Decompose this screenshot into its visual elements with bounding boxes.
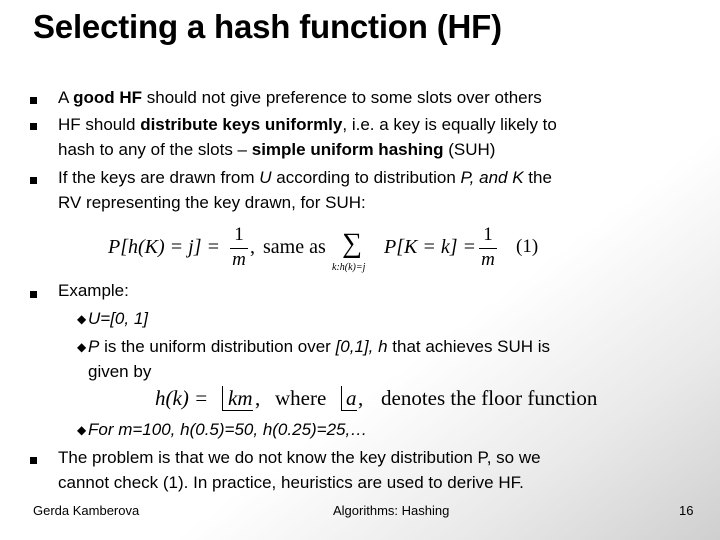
formula-2-comma-1: ,: [255, 386, 261, 410]
footer-author: Gerda Kamberova: [33, 503, 140, 518]
formula-2-lhs: [155, 386, 208, 411]
slide-title: Selecting a hash function (HF): [33, 8, 502, 45]
bullet-3-text-mid: according to distribution: [271, 168, 461, 187]
diamond-bullet-icon: ◆: [77, 340, 87, 354]
floor-content: km: [228, 386, 253, 410]
bullet-1: [58, 86, 542, 110]
bullet-2-text-end: , i.e. a key is equally likely to: [342, 115, 557, 134]
formula-floor: [155, 386, 635, 416]
sub-bullet-3: For m=100, h(0.5)=50, h(0.25)=25,…: [88, 420, 368, 439]
sub-bullet-1: U=[0, 1]: [88, 309, 149, 328]
formula-1-comma: ,: [250, 236, 255, 258]
bullet-1-bold: good HF: [73, 88, 143, 107]
bullet-3-line-1: [58, 166, 552, 190]
bullet-2-cont-bold: simple uniform hashing: [251, 140, 444, 159]
bullet-3-text: If the keys are drawn from: [58, 168, 260, 187]
bullet-2-bold: distribute keys uniformly: [140, 115, 343, 134]
bullet-5-line-2: cannot check (1). In practice, heuristics are used to derive HF.: [58, 473, 524, 492]
footer-course: Algorithms: Hashing: [333, 503, 450, 518]
bullet-1-text-end: should not give preference to some slots over others: [142, 88, 542, 107]
bullet-square-icon: [30, 177, 37, 184]
slide-number: 16: [679, 503, 694, 518]
bullet-5-line-1: The problem is that we do not know the key distribution P, so we: [58, 448, 541, 467]
sub-bullet-2-italic-h: [0,1], h: [335, 337, 388, 356]
bullet-3-text-end: the: [523, 168, 552, 187]
formula-2-comma-2: ,: [358, 386, 364, 410]
bullet-square-icon: [30, 457, 37, 464]
formula-1-numerator: 1: [234, 224, 244, 245]
bullet-square-icon: [30, 123, 37, 130]
bullet-2-line-1: [58, 113, 557, 137]
sub-bullet-2-line-2: given by: [88, 362, 152, 381]
formula-1-same-as: same as: [263, 236, 326, 258]
bullet-4-example: Example:: [58, 281, 129, 300]
bullet-2-cont-end: (SUH): [443, 140, 496, 159]
diamond-bullet-icon: ◆: [77, 312, 87, 326]
floor-km: [222, 386, 253, 411]
sub-bullet-2-text: is the uniform distribution over: [99, 337, 336, 356]
formula-1-rhs-denominator: m: [481, 249, 495, 270]
bullet-2-line-2: [58, 138, 495, 162]
bullet-3-italic-pk: P, and K: [460, 168, 524, 187]
bullet-2-text: HF should: [58, 115, 141, 134]
sum-symbol: ∑: [342, 228, 362, 259]
sub-bullet-2-line-1: [88, 335, 550, 359]
floor-a: [341, 386, 357, 411]
formula-1-rhs-numerator: 1: [483, 224, 493, 245]
floor-a-content: a: [346, 386, 357, 410]
sub-bullet-2-text-end: that achieves SUH is: [387, 337, 551, 356]
bullet-2-cont-text: hash to any of the slots –: [58, 140, 252, 159]
formula-1-sum-subscript: k:h(k)=j: [332, 262, 366, 273]
formula-2-where: where: [275, 386, 327, 410]
bullet-3-line-2: RV representing the key drawn, for SUH:: [58, 193, 366, 212]
formula-1-lhs: P[h(K) = j] =: [108, 236, 220, 258]
formula-2-description: denotes the floor function: [381, 386, 598, 410]
bullet-square-icon: [30, 291, 37, 298]
equation-number: (1): [516, 236, 539, 257]
bullet-1-text: A: [58, 88, 74, 107]
bullet-3-italic-u: U: [259, 168, 272, 187]
diamond-bullet-icon: ◆: [77, 423, 87, 437]
bullet-square-icon: [30, 97, 37, 104]
formula-2-lhs-text: h(k) =: [155, 386, 209, 410]
formula-suh: [108, 226, 548, 278]
formula-1-rhs: P[K = k] =: [384, 236, 476, 258]
sub-bullet-2-italic-p: P: [88, 337, 100, 356]
formula-1-denominator: m: [232, 249, 246, 270]
